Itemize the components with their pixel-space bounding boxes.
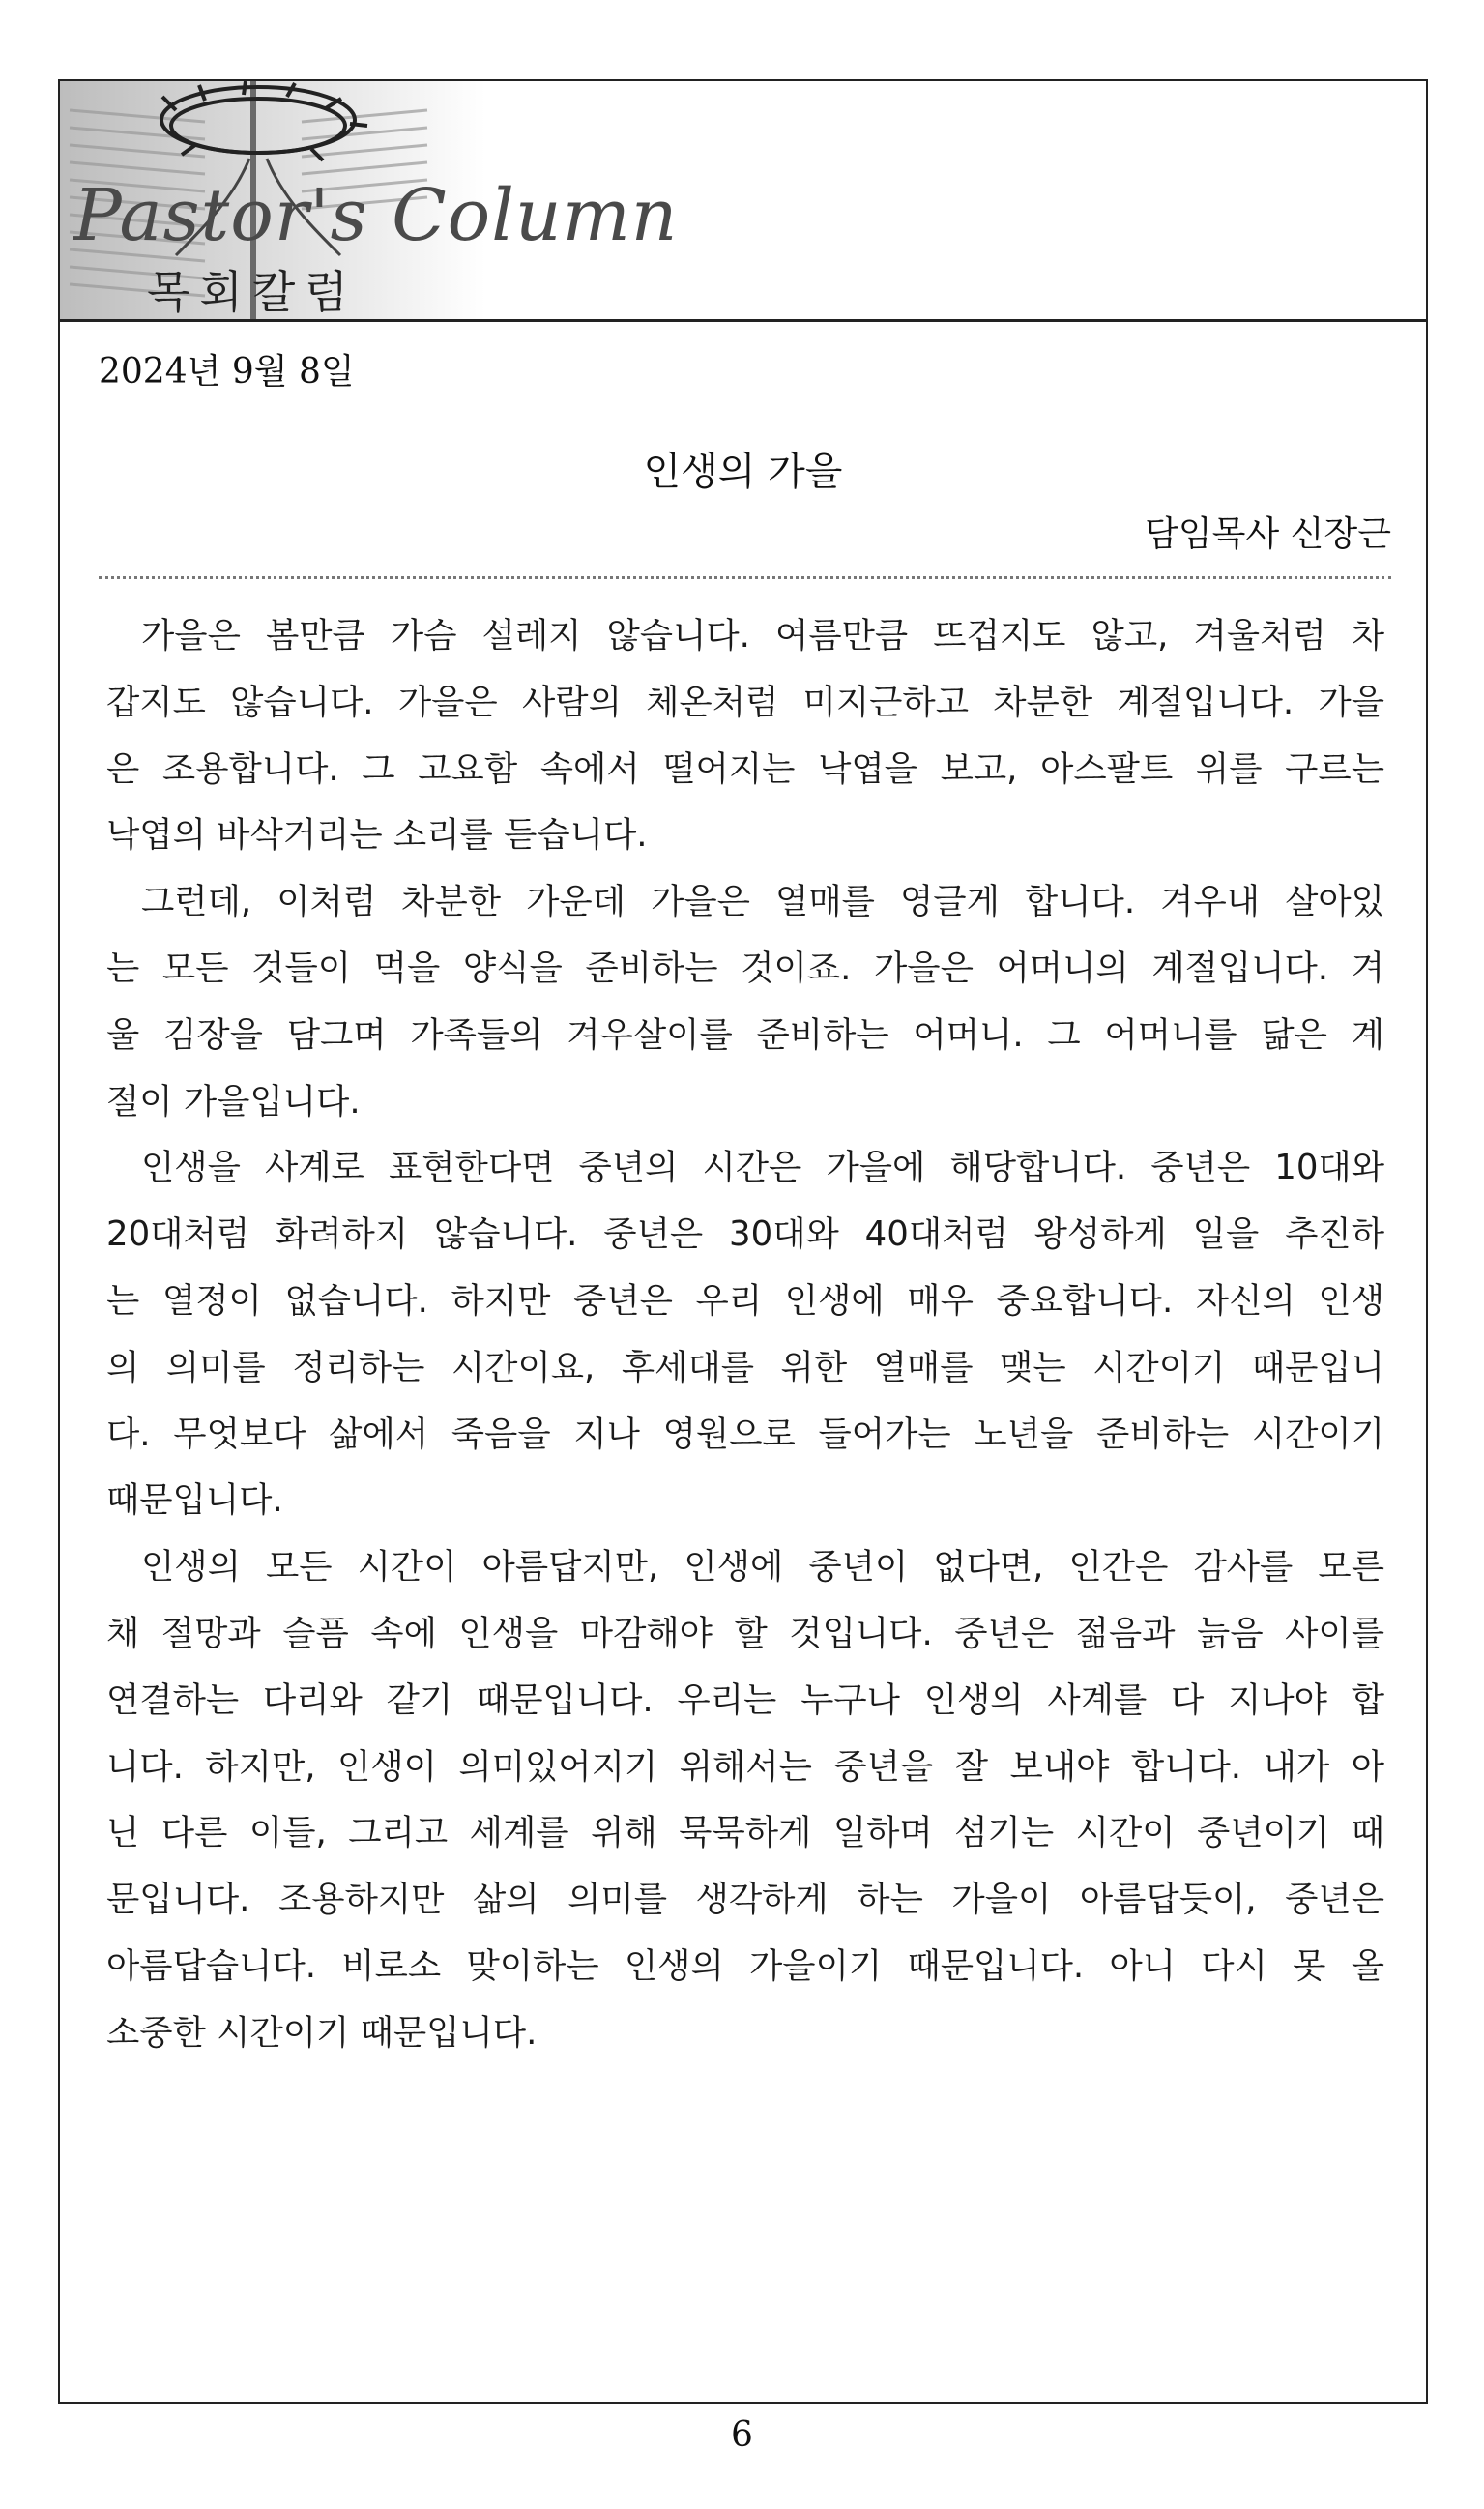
body-line: 울 김장을 담그며 가족들의 겨우살이를 준비하는 어머니. 그 어머니를 닮은 계 — [106, 1014, 1384, 1055]
article-body — [106, 603, 1384, 2067]
body-line: 은 조용합니다. 그 고요함 속에서 떨어지는 낙엽을 보고, 아스팔트 위를 구르는 — [106, 748, 1384, 789]
body-line: 니다. 하지만, 인생이 의미있어지기 위해서는 중년을 잘 보내야 합니다. 내가 아 — [106, 1746, 1384, 1787]
body-line: 는 열정이 없습니다. 하지만 중년은 우리 인생에 매우 중요합니다. 자신의 인생 — [106, 1280, 1384, 1321]
body-line: 소중한 시간이기 때문입니다. — [106, 2012, 538, 2053]
body-line: 아름답습니다. 비로소 맞이하는 인생의 가을이기 때문입니다. 아니 다시 못 올 — [106, 1945, 1384, 1986]
body-line: 20대처럼 화려하지 않습니다. 중년은 30대와 40대처럼 왕성하게 일을 추진하 — [106, 1214, 1384, 1255]
body-line: 때문입니다. — [106, 1480, 283, 1521]
page-number: 6 — [731, 2415, 753, 2455]
body-line: 인생의 모든 시간이 아름답지만, 인생에 중년이 없다면, 인간은 감사를 모른 — [141, 1547, 1384, 1588]
body-line: 낙엽의 바삭거리는 소리를 듣습니다. — [106, 815, 648, 856]
body-line: 의 의미를 정리하는 시간이요, 후세대를 위한 열매를 맺는 시간이기 때문입니 — [106, 1347, 1384, 1387]
banner-title: Pastor's Column — [73, 174, 679, 257]
dotted-divider — [99, 576, 1391, 579]
body-line: 절이 가을입니다. — [106, 1081, 361, 1122]
body-line: 그런데, 이처럼 차분한 가운데 가을은 열매를 영글게 합니다. 겨우내 살아있 — [141, 882, 1384, 922]
body-line: 인생을 사계로 표현한다면 중년의 시간은 가을에 해당합니다. 중년은 10대와 — [141, 1148, 1384, 1188]
article-title: 인생의 가을 — [643, 450, 843, 494]
banner-subtitle: 목회칼럼 — [147, 266, 358, 318]
body-line: 연결하는 다리와 같기 때문입니다. 우리는 누구나 인생의 사계를 다 지나야 합 — [106, 1679, 1384, 1720]
column-banner — [60, 81, 1426, 322]
body-line: 채 절망과 슬픔 속에 인생을 마감해야 할 것입니다. 중년은 젊음과 늙음 사이를 — [106, 1613, 1384, 1653]
body-line: 문입니다. 조용하지만 삶의 의미를 생각하게 하는 가을이 아름답듯이, 중년은 — [106, 1880, 1384, 1920]
column-frame — [58, 79, 1428, 2404]
body-line: 는 모든 것들이 먹을 양식을 준비하는 것이죠. 가을은 어머니의 계절입니다. 겨 — [106, 948, 1384, 988]
article-author: 담임목사 신장근 — [1145, 514, 1391, 554]
body-line: 닌 다른 이들, 그리고 세계를 위해 묵묵하게 일하며 섬기는 시간이 중년이기 때 — [106, 1813, 1384, 1853]
column-date: 2024년 9월 8일 — [99, 352, 355, 392]
body-line: 다. 무엇보다 삶에서 죽음을 지나 영원으로 들어가는 노년을 준비하는 시간이기 — [106, 1414, 1384, 1454]
body-line: 갑지도 않습니다. 가을은 사람의 체온처럼 미지근하고 차분한 계절입니다. 가을 — [106, 682, 1384, 722]
body-line: 가을은 봄만큼 가슴 설레지 않습니다. 여름만큼 뜨겁지도 않고, 겨울처럼 차 — [141, 616, 1384, 656]
